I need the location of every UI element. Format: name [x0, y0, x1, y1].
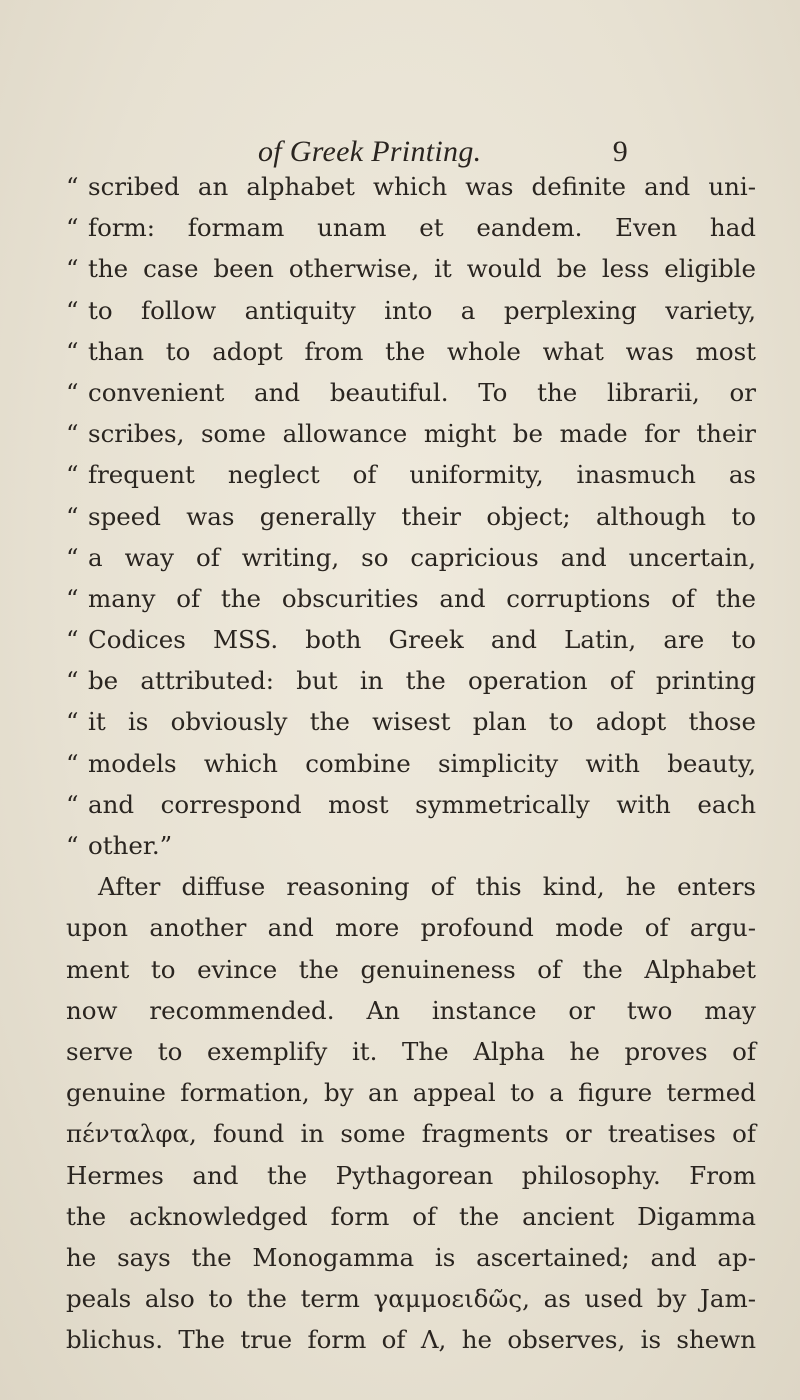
quoted-line: “ many of the obscurities and corruptions of the [66, 578, 756, 619]
paragraph-line: upon another and more profound mode of argu- [66, 913, 756, 943]
quoted-line: “ scribes, some allowance might be made for their [66, 413, 756, 454]
paragraph-line: the acknowledged form of the ancient Digamma [66, 1201, 756, 1231]
quote-mark: “ [66, 336, 79, 366]
paragraph-line: genuine formation, by an appeal to a figure termed [66, 1078, 756, 1108]
quoted-line: “ to follow antiquity into a perplexing variety, [66, 290, 756, 331]
quote-mark: “ [66, 295, 79, 325]
quoted-line: “ a way of writing, so capricious and uncertain, [66, 537, 756, 578]
quoted-line: “ the case been otherwise, it would be less eligible [66, 248, 756, 289]
quoted-line: “ than to adopt from the whole what was most [66, 331, 756, 372]
quote-mark: “ [66, 666, 79, 696]
quote-mark: “ [66, 748, 79, 778]
paragraph-line: After diffuse reasoning of this kind, he enters [98, 872, 756, 902]
quote-mark: “ [66, 625, 79, 655]
quote-mark: “ [66, 213, 79, 243]
paragraph-line: ment to evince the genuineness of the Alphabet [66, 954, 756, 984]
quoted-line: “ speed was generally their object; although to [66, 496, 756, 537]
quoted-line: “ and correspond most symmetrically with each [66, 784, 756, 825]
quote-mark: “ [66, 254, 79, 284]
quoted-line: “ other.” [66, 825, 756, 866]
quote-mark: “ [66, 377, 79, 407]
paragraph-line: Hermes and the Pythagorean philosophy. From [66, 1160, 756, 1190]
quoted-line: “ scribed an alphabet which was definite and uni- [66, 166, 756, 207]
quote-mark: “ [66, 789, 79, 819]
quoted-line: “ convenient and beautiful. To the librarii, or [66, 372, 756, 413]
paragraph-line: now recommended. An instance or two may [66, 995, 756, 1025]
quote-mark: “ [66, 831, 79, 860]
quoted-line: “ form: formam unam et eandem. Even had [66, 207, 756, 248]
paragraph-line: blichus. The true form of Λ, he observes, is shewn [66, 1325, 756, 1355]
quote-mark: “ [66, 542, 79, 572]
paragraph-line: πένταλφα, found in some fragments or treatises of [66, 1119, 756, 1149]
quote-mark: “ [66, 501, 79, 531]
paragraph-line: peals also to the term γαμμοειδῶς, as used by Jam- [66, 1284, 756, 1314]
paragraph-line: he says the Monogamma is ascertained; and ap- [66, 1242, 756, 1272]
body-text [66, 166, 756, 1360]
quote-mark: “ [66, 172, 79, 201]
quoted-line: “ frequent neglect of uniformity, inasmuch as [66, 454, 756, 495]
running-head-title: of Greek Printing. [258, 135, 482, 168]
quote-mark: “ [66, 707, 79, 737]
quoted-line: “ models which combine simplicity with beauty, [66, 743, 756, 784]
quote-mark: “ [66, 460, 79, 490]
paragraph-line: serve to exemplify it. The Alpha he proves of [66, 1036, 756, 1066]
quoted-line: “ it is obviously the wisest plan to adopt those [66, 701, 756, 742]
quoted-line: “ Codices MSS. both Greek and Latin, are to [66, 619, 756, 660]
page-number: 9 [612, 135, 628, 168]
quote-mark: “ [66, 419, 79, 449]
quoted-line: “ be attributed: but in the operation of printing [66, 660, 756, 701]
quote-mark: “ [66, 583, 79, 613]
